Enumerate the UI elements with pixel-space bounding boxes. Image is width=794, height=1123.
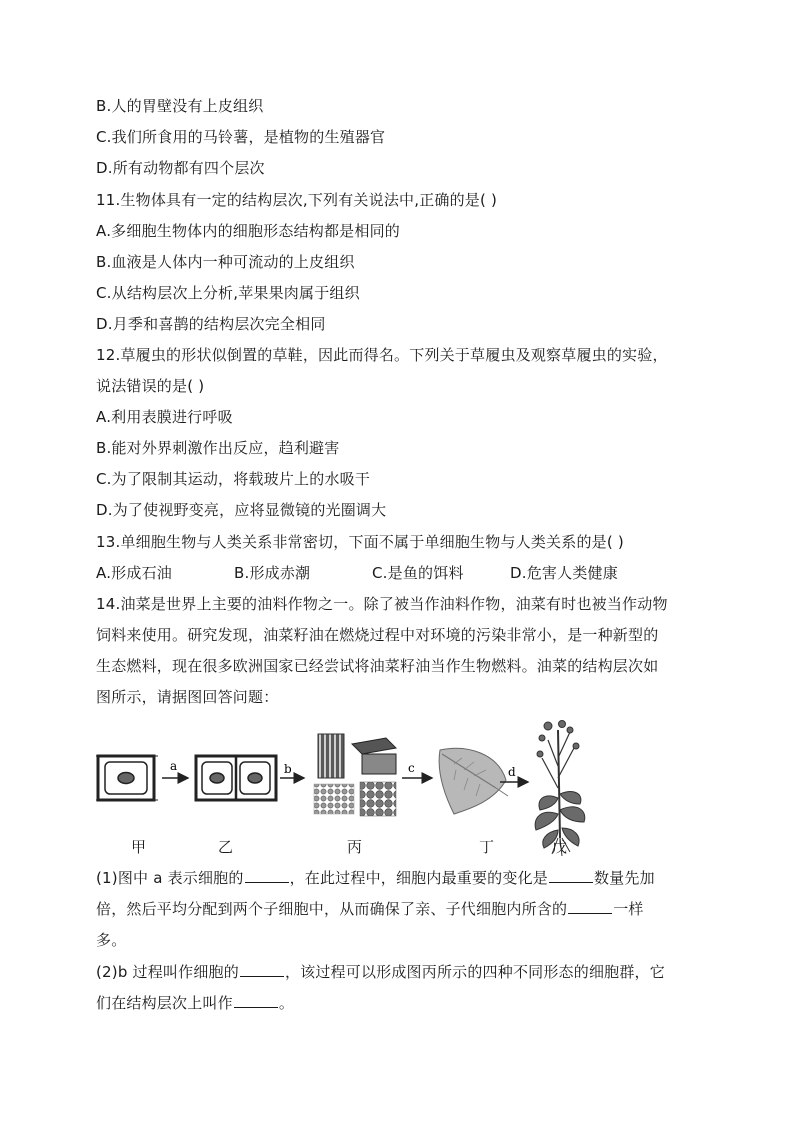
q14-sub2-text-4: 。 [278,994,295,1012]
q14-sub1-text-2: ，在此过程中，细胞内最重要的变化是 [289,869,548,887]
q14-stem-line4: 图所示，请据图回答问题： [96,688,279,706]
q14-sub2-text-1: (2)b 过程叫作细胞的 [96,963,239,981]
q11-option-a: A.多细胞生物体内的细胞形态结构都是相同的 [96,222,400,240]
q12-option-a: A.利用表膜进行呼吸 [96,408,233,426]
q10-option-d: D.所有动物都有四个层次 [96,159,265,177]
q14-sub1-text-1: (1)图中 a 表示细胞的 [96,869,244,887]
label-wu: 戊 [552,838,568,856]
single-cell-jia [96,756,158,800]
arrow-label-a: a [170,759,178,773]
q11-option-c: C.从结构层次上分析,苹果果肉属于组织 [96,284,360,302]
q14-stem-line2: 饲料来使用。研究发现，油菜籽油在燃烧过程中对环境的污染非常小，是一种新型的 [96,626,659,644]
q14-stem-line1: 14.油菜是世界上主要的油料作物之一。除了被当作油料作物，油菜有时也被当作动物 [96,595,668,613]
arrow-label-c: c [408,761,415,775]
plant-wu [535,721,585,857]
q12-option-b: B.能对外界刺激作出反应，趋利避害 [96,439,340,457]
q11-option-b: B.血液是人体内一种可流动的上皮组织 [96,253,355,271]
answer-blank-5[interactable] [234,993,278,1008]
leaf-ding [439,748,508,814]
q13-options [96,563,618,583]
answer-blank-2[interactable] [549,868,593,883]
answer-blank-4[interactable] [240,962,284,977]
q14-sub2-text-3: 们在结构层次上叫作 [96,994,233,1012]
q14-sub1-line2 [96,899,644,919]
label-ding: 丁 [479,838,495,856]
two-cells-yi [196,756,276,800]
q11-stem: 11.生物体具有一定的结构层次,下列有关说法中,正确的是( ) [96,191,498,209]
q12-option-c: C.为了限制其运动，将载玻片上的水吸干 [96,470,371,488]
q14-sub1-line1 [96,868,655,888]
tissues-bing [314,734,396,816]
label-jia: 甲 [131,838,147,856]
q13-option-a: A.形成石油 [96,564,172,582]
q10-option-b: B.人的胃壁没有上皮组织 [96,97,264,115]
q13-option-d: D.危害人类健康 [510,564,618,582]
label-bing: 丙 [347,838,363,856]
arrow-label-d: d [508,765,516,779]
q14-sub1-line3: 多。 [96,931,127,949]
q12-stem-line1: 12.草履虫的形状似倒置的草鞋，因此而得名。下列关于草履虫及观察草履虫的实验， [96,346,668,364]
q14-sub2-line1 [96,962,665,982]
q10-option-c: C.我们所食用的马铃薯，是植物的生殖器官 [96,128,386,146]
q11-option-d: D.月季和喜鹊的结构层次完全相同 [96,315,326,333]
q14-sub1-text-4: 倍，然后平均分配到两个子细胞中，从而确保了亲、子代细胞内所含的 [96,900,568,918]
q14-sub2-text-2: ，该过程可以形成图丙所示的四种不同形态的细胞群，它 [284,963,665,981]
answer-blank-3[interactable] [568,899,612,914]
q12-stem-line2: 说法错误的是( ) [96,377,205,395]
q14-sub1-text-3: 数量先加 [593,869,655,887]
q14-sub1-text-5: 一样 [613,900,644,918]
arrow-label-b: b [284,762,292,776]
q14-sub2-line2 [96,993,294,1013]
q13-option-c: C.是鱼的饵料 [372,564,464,582]
q13-stem: 13.单细胞生物与人类关系非常密切，下面不属于单细胞生物与人类关系的是( ) [96,533,624,551]
q12-option-d: D.为了使视野变亮，应将显微镜的光圈调大 [96,501,387,519]
q14-stem-line3: 生态燃料，现在很多欧洲国家已经尝试将油菜籽油当作生物燃料。油菜的结构层次如 [96,657,659,675]
label-yi: 乙 [218,838,234,856]
answer-blank-1[interactable] [245,868,289,883]
q13-option-b: B.形成赤潮 [234,564,311,582]
